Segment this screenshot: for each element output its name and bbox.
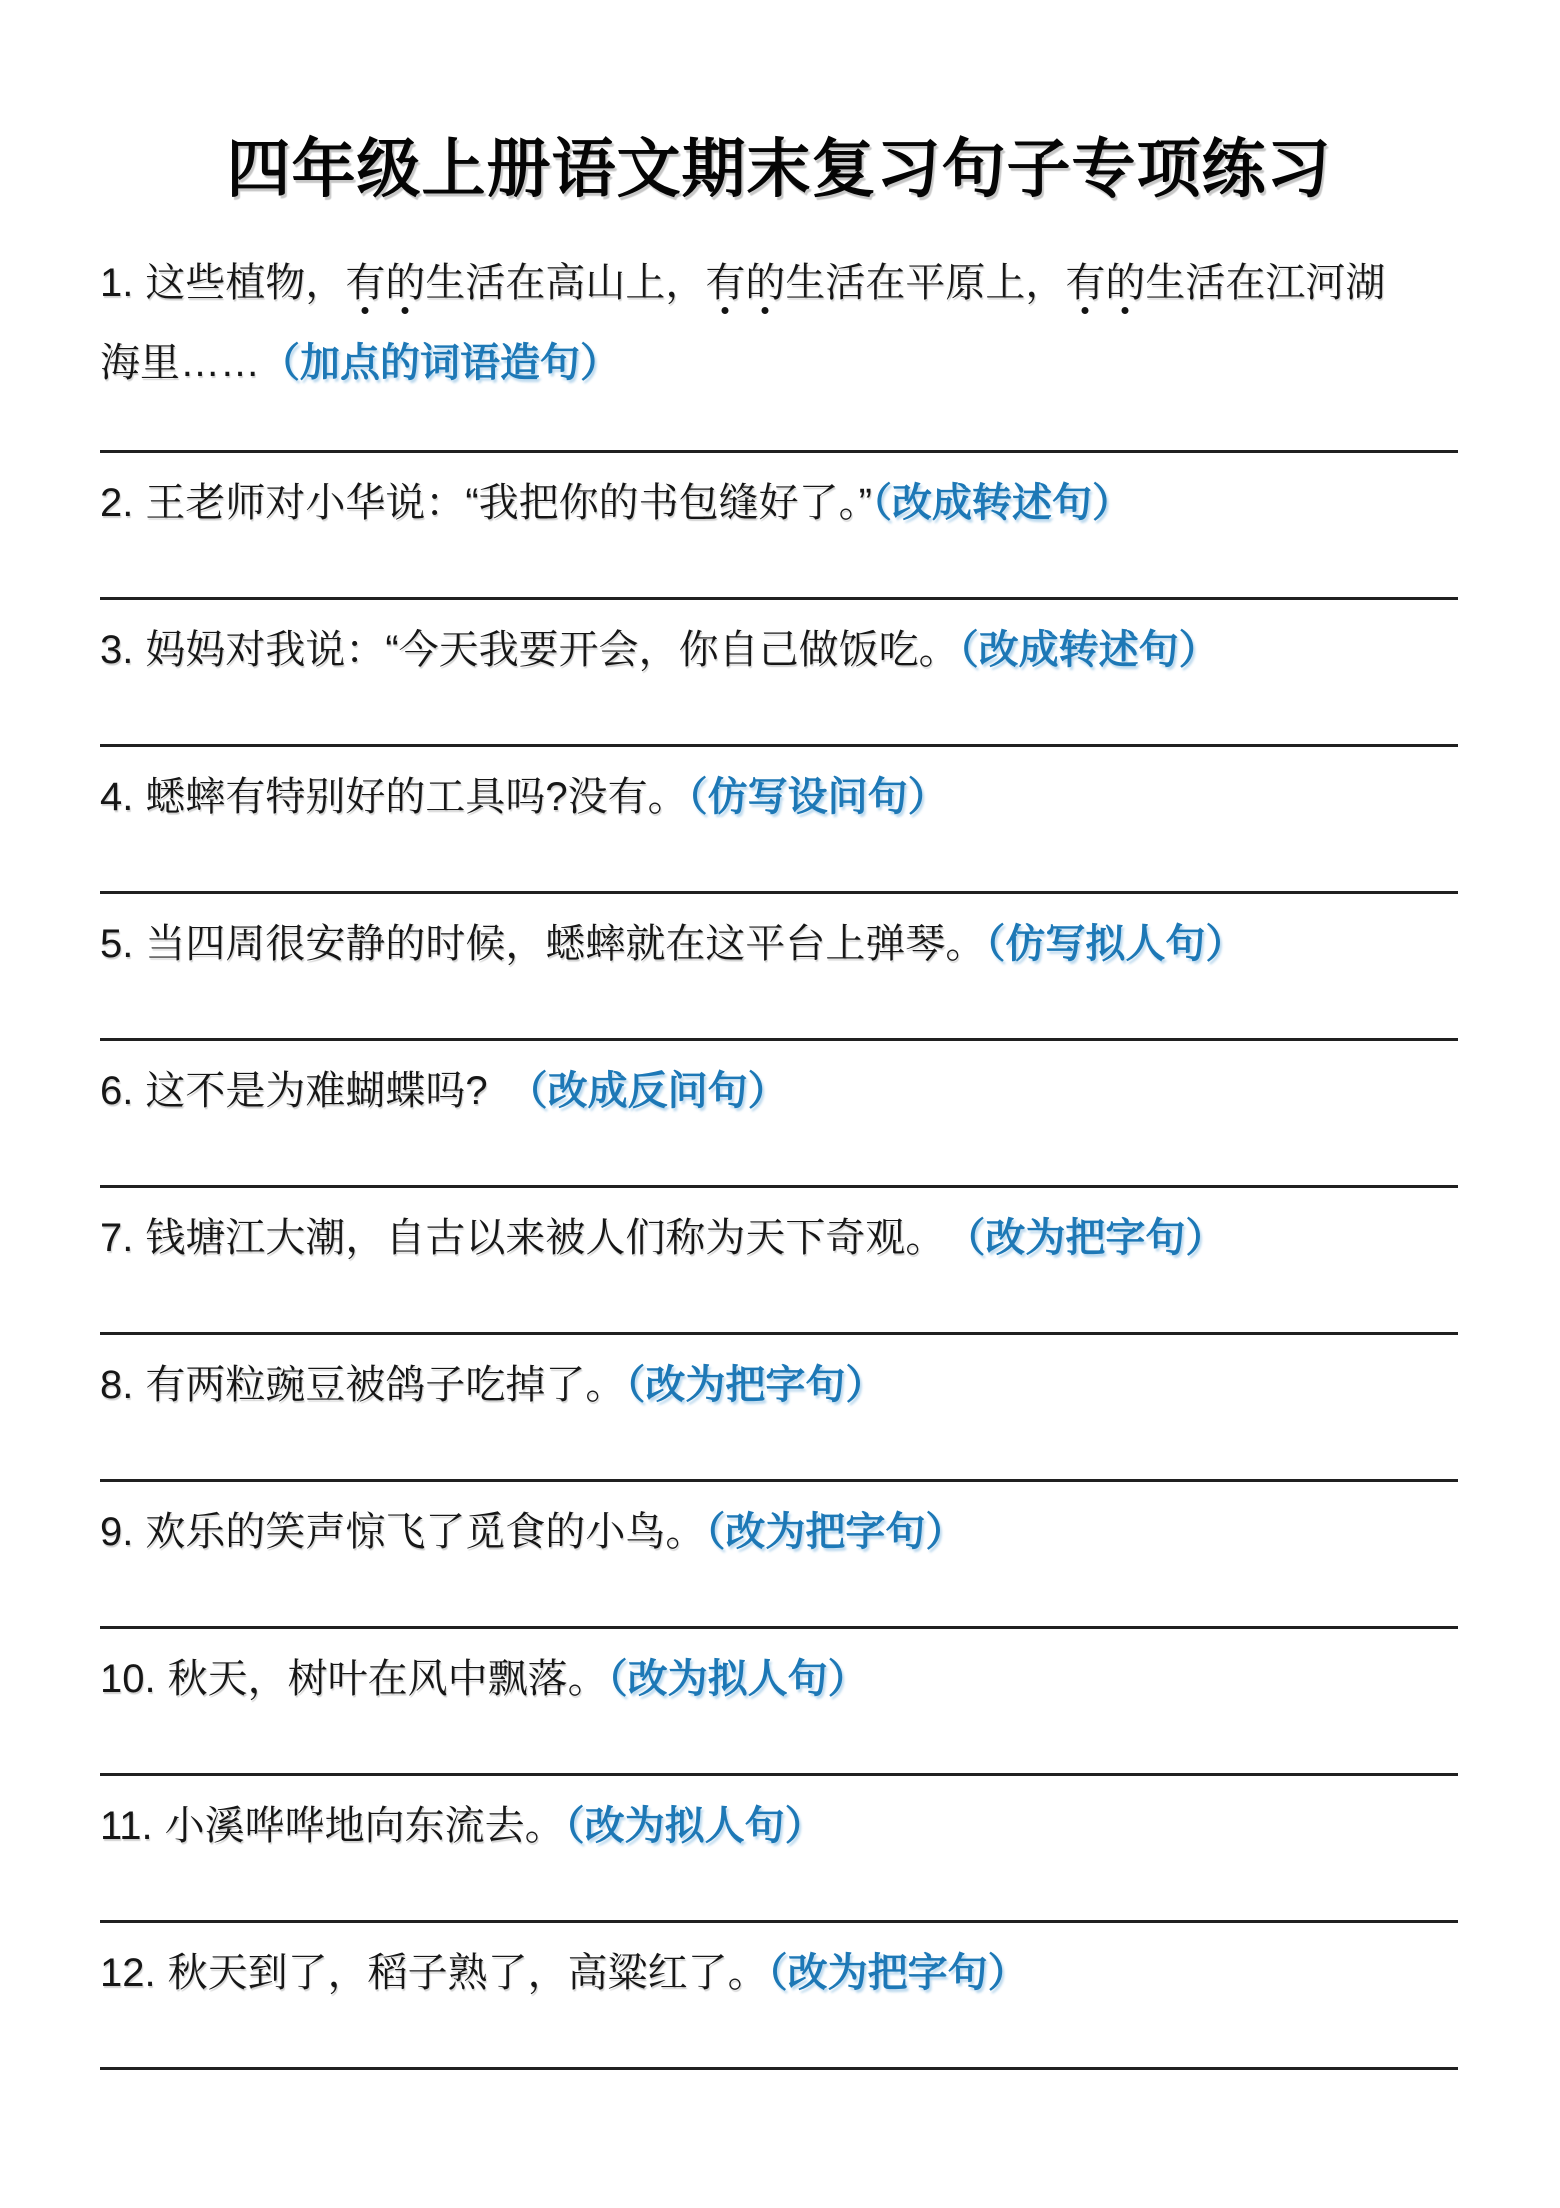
exercise-sentence: [100, 1345, 1412, 1425]
answer-line: [100, 597, 1458, 600]
exercise-item: [100, 463, 1458, 600]
exercise-text: 秋天，树叶在风中飘落。: [167, 1657, 608, 1701]
exercise-text: 小溪哗哗地向东流去。: [164, 1804, 565, 1848]
exercise-number: 7.: [100, 1216, 134, 1260]
exercise-sentence: [100, 757, 1412, 837]
answer-line: [100, 1185, 1458, 1188]
exercise-hint: （改为把字句）: [625, 1363, 886, 1407]
answer-line: [100, 2067, 1458, 2070]
answer-line: [100, 1773, 1458, 1776]
exercise-sentence: [100, 610, 1412, 690]
exercise-item: [100, 1198, 1458, 1335]
exercise-number: 9.: [100, 1510, 134, 1554]
exercise-sentence: [100, 1051, 1412, 1131]
exercise-hint: （改为把字句）: [705, 1510, 966, 1554]
emphasized-char: 有: [345, 261, 386, 305]
exercise-sentence: [100, 1198, 1412, 1278]
exercise-item: [100, 243, 1458, 453]
exercise-item: [100, 1492, 1458, 1629]
exercise-hint: （改为把字句）: [925, 1216, 1226, 1260]
exercise-sentence: [100, 1639, 1412, 1719]
answer-line: [100, 450, 1458, 453]
exercise-sentence: [100, 1492, 1412, 1572]
emphasized-char: 的: [385, 261, 426, 305]
exercise-number: 10.: [100, 1657, 156, 1701]
exercise-item: [100, 1933, 1458, 2070]
answer-line: [100, 744, 1458, 747]
exercise-item: [100, 1345, 1458, 1482]
exercise-list: [100, 243, 1458, 2070]
emphasized-char: 有: [705, 261, 746, 305]
answer-line: [100, 1332, 1458, 1335]
exercise-item: [100, 1639, 1458, 1776]
page-title: 四年级上册语文期末复习句子专项练习: [226, 133, 1332, 205]
exercise-sentence: [100, 1933, 1412, 2013]
exercise-number: 11.: [100, 1804, 153, 1848]
exercise-sentence: [100, 243, 1412, 403]
exercise-number: 1.: [100, 261, 134, 305]
answer-line: [100, 1626, 1458, 1629]
exercise-hint: （改为把字句）: [767, 1951, 1028, 1995]
exercise-number: 8.: [100, 1363, 134, 1407]
exercise-number: 3.: [100, 628, 134, 672]
exercise-hint: （改为拟人句）: [607, 1657, 868, 1701]
exercise-text: 秋天到了，稻子熟了，高粱红了。: [167, 1951, 768, 1995]
exercise-number: 5.: [100, 922, 134, 966]
exercise-text: 王老师对小华说：“我把你的书包缝好了。”: [145, 481, 872, 525]
exercise-hint: （仿写拟人句）: [985, 922, 1246, 966]
exercise-hint: （加点的词语造句）: [260, 341, 620, 385]
emphasized-char: 有: [1065, 261, 1106, 305]
exercise-text: 这些植物，有的生活在高山上，有的生活在平原上，有的生活在江河湖海里……: [100, 261, 1386, 385]
exercise-number: 2.: [100, 481, 134, 525]
exercise-sentence: [100, 1786, 1412, 1866]
exercise-text: 蟋蟀有特别好的工具吗?没有。: [145, 775, 688, 819]
emphasized-char: 的: [1105, 261, 1146, 305]
exercise-item: [100, 757, 1458, 894]
exercise-text: 欢乐的笑声惊飞了觅食的小鸟。: [145, 1510, 706, 1554]
exercise-hint: （改成转述句）: [872, 481, 1132, 525]
exercise-text: 这不是为难蝴蝶吗?: [145, 1069, 488, 1113]
exercise-number: 6.: [100, 1069, 134, 1113]
exercise-item: [100, 610, 1458, 747]
answer-line: [100, 1479, 1458, 1482]
exercise-text: 妈妈对我说：“今天我要开会，你自己做饭吃。: [145, 628, 959, 672]
exercise-item: [100, 1786, 1458, 1923]
exercise-item: [100, 904, 1458, 1041]
exercise-hint: （改为拟人句）: [564, 1804, 825, 1848]
exercise-text: 当四周很安静的时候，蟋蟀就在这平台上弹琴。: [145, 922, 986, 966]
answer-line: [100, 1038, 1458, 1041]
answer-line: [100, 1920, 1458, 1923]
exercise-sentence: [100, 904, 1412, 984]
answer-line: [100, 891, 1458, 894]
exercise-item: [100, 1051, 1458, 1188]
emphasized-char: 的: [745, 261, 786, 305]
exercise-number: 4.: [100, 775, 134, 819]
exercise-hint: （改成反问句）: [487, 1069, 788, 1113]
exercise-text: 有两粒豌豆被鸽子吃掉了。: [145, 1363, 626, 1407]
exercise-sentence: [100, 463, 1412, 543]
exercise-number: 12.: [100, 1951, 156, 1995]
exercise-hint: （改成转述句）: [958, 628, 1219, 672]
exercise-text: 钱塘江大潮，自古以来被人们称为天下奇观。: [145, 1216, 926, 1260]
exercise-hint: （仿写设问句）: [687, 775, 948, 819]
